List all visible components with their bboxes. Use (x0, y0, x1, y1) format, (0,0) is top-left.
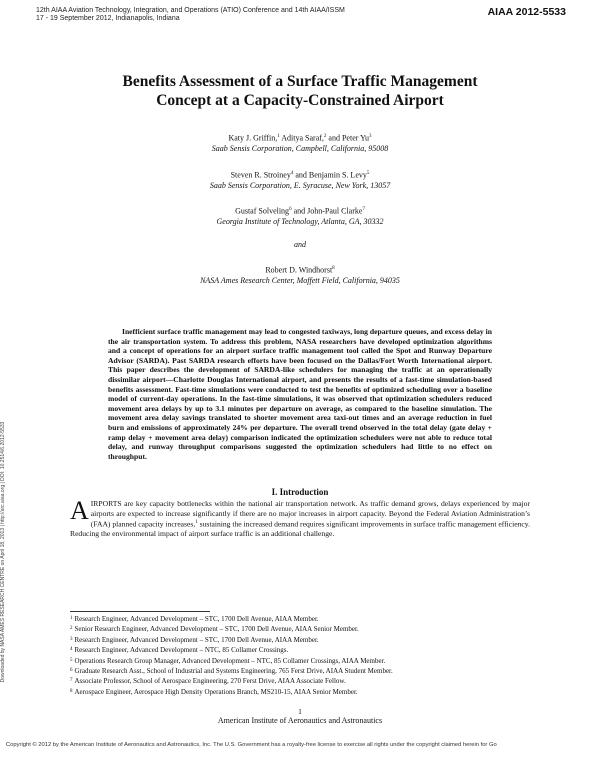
author-names: Steven R. Stroiney$^4$ and Benjamin S. Levy$^5$ (230, 170, 370, 180)
author-group-3 (60, 205, 540, 227)
author-group-2 (60, 169, 540, 191)
author-names: Robert D. Windhorst$^8$ (265, 265, 335, 275)
footnote-item: $^7$ Associate Professor, School of Aerospace Engineering, 270 Ferst Drive, AIAA Associate Fellow. (70, 677, 346, 686)
and-separator: and (294, 240, 306, 249)
footnote-item: $^5$ Operations Research Group Manager, Advanced Development – NTC, 85 Collamer Crossings, AIAA Member. (70, 656, 386, 665)
conference-line-1: 12th AIAA Aviation Technology, Integration, and Operations (ATIO) Conference and 14th AIAA/ISSM (36, 7, 345, 14)
footnote-item: $^8$ Aerospace Engineer, Aerospace High Density Operations Branch, MS210-15, AIAA Senior Member. (70, 687, 358, 696)
footnote-item: $^1$ Research Engineer, Advanced Development – STC, 1700 Dell Avenue, AIAA Member. (70, 615, 319, 623)
author-affiliation: Saab Sensis Corporation, E. Syracuse, New York, 13057 (209, 180, 391, 190)
conference-header (36, 7, 345, 23)
author-group-4 (60, 264, 540, 286)
footnotes (70, 614, 530, 697)
footnote-divider (70, 611, 210, 612)
drop-cap: A (70, 496, 89, 525)
footnote-item: $^6$ Graduate Research Asst., School of Industrial and Systems Engineering, 765 Ferst Drive, AIAA Student Member. (70, 667, 393, 676)
copyright-notice: Copyright © 2012 by the American Institute of Aeronautics and Astronautics, Inc. The U.S. Government has a royalty-free license to exercise all rights under the copyright claimed herein for Go (6, 742, 497, 748)
author-affiliation: Saab Sensis Corporation, Campbell, California, 95008 (211, 143, 389, 153)
author-names: Katy J. Griffin,$^1$ Aditya Saraf,$^2$ and Peter Yu$^3$ (228, 133, 372, 143)
introduction-paragraph: AIRPORTS are key capacity bottlenecks within the national air transportation network. As traffic demand grows, delays experienced by major airports are expected to increase significantly if there are no major increases in airport capacity. Beyond the Federal Aviation Administration’s (FAA) planned capacity increases,$^1$ sustaining the increased demand requires significant improvements in surface traffic management efficiency. Reducing the environmental impact of airport surface traffic is an additional challenge. (70, 496, 530, 539)
conference-line-2: 17 - 19 September 2012, Indianapolis, Indiana (36, 15, 180, 22)
title-line-2: Concept at a Capacity-Constrained Airport (156, 92, 444, 109)
download-side-note: Downloaded by NASA AMES RESEARCH CENTRE on April 18, 2013 | http://arc.aiaa.org | DOI: 10.2514/6.2012-5533 (0, 421, 6, 683)
author-group-1 (60, 132, 540, 154)
page-number: 1 (298, 707, 302, 716)
title-line-1: Benefits Assessment of a Surface Traffic Management (122, 73, 478, 90)
author-affiliation: Georgia Institute of Technology, Atlanta, GA, 30332 (216, 216, 384, 226)
section-heading: I. Introduction (271, 487, 329, 497)
footnote-item: $^3$ Research Engineer, Advanced Development – STC, 1700 Dell Avenue, AIAA Member. (70, 635, 319, 644)
abstract: Inefficient surface traffic management may lead to congested taxiways, long departure queues, and excess delay in the air transportation system. To address this problem, NASA researchers have developed optimization algorithms and a concept of operations for an airport surface traffic management tool called the Spot and Runway Departure Advisor (SARDA). Past SARDA research efforts have been focused on the Dallas/Fort Worth International airport. This paper describes the development of SARDA-like schedulers for managing the traffic at an operationally dissimilar airport—Charlotte Douglas International airport, and presents the results of a fast-time simulation-based benefits assessment. Fast-time simulations were conducted to test the benefits of optimized scheduling over a baseline model of current-day operations. In the fast-time simulations, it was observed that optimization schedulers reduced movement area delays by up to 3.1 minutes per departure on average, as compared to the baseline simulation. The movement area delay savings translated to shorter movement area taxi-out times and an average reduction in fuel burn and emissions of approximately 24% per departure. The overall trend observed in the total delay (gate delay + ramp delay + movement area delay) comparison indicated the optimization schedulers were not able to reduce total delay, and runway throughput comparisons suggested the optimization schedulers had little to no effect on throughput. (108, 327, 492, 461)
organization-footer: American Institute of Aeronautics and Astronautics (217, 716, 383, 725)
footnote-item: $^4$ Research Engineer, Advanced Development – NTC, 85 Collamer Crossings. (70, 646, 289, 655)
paper-title (60, 72, 540, 110)
author-affiliation: NASA Ames Research Center, Moffett Field, California, 94035 (200, 275, 400, 285)
author-names: Gustaf Solveling$^6$ and John-Paul Clarke$^7$ (235, 206, 365, 216)
footnote-item: $^2$ Senior Research Engineer, Advanced Development – STC, 1700 Dell Avenue, AIAA Senior Member. (70, 625, 359, 634)
paper-id: AIAA 2012-5533 (487, 6, 566, 18)
